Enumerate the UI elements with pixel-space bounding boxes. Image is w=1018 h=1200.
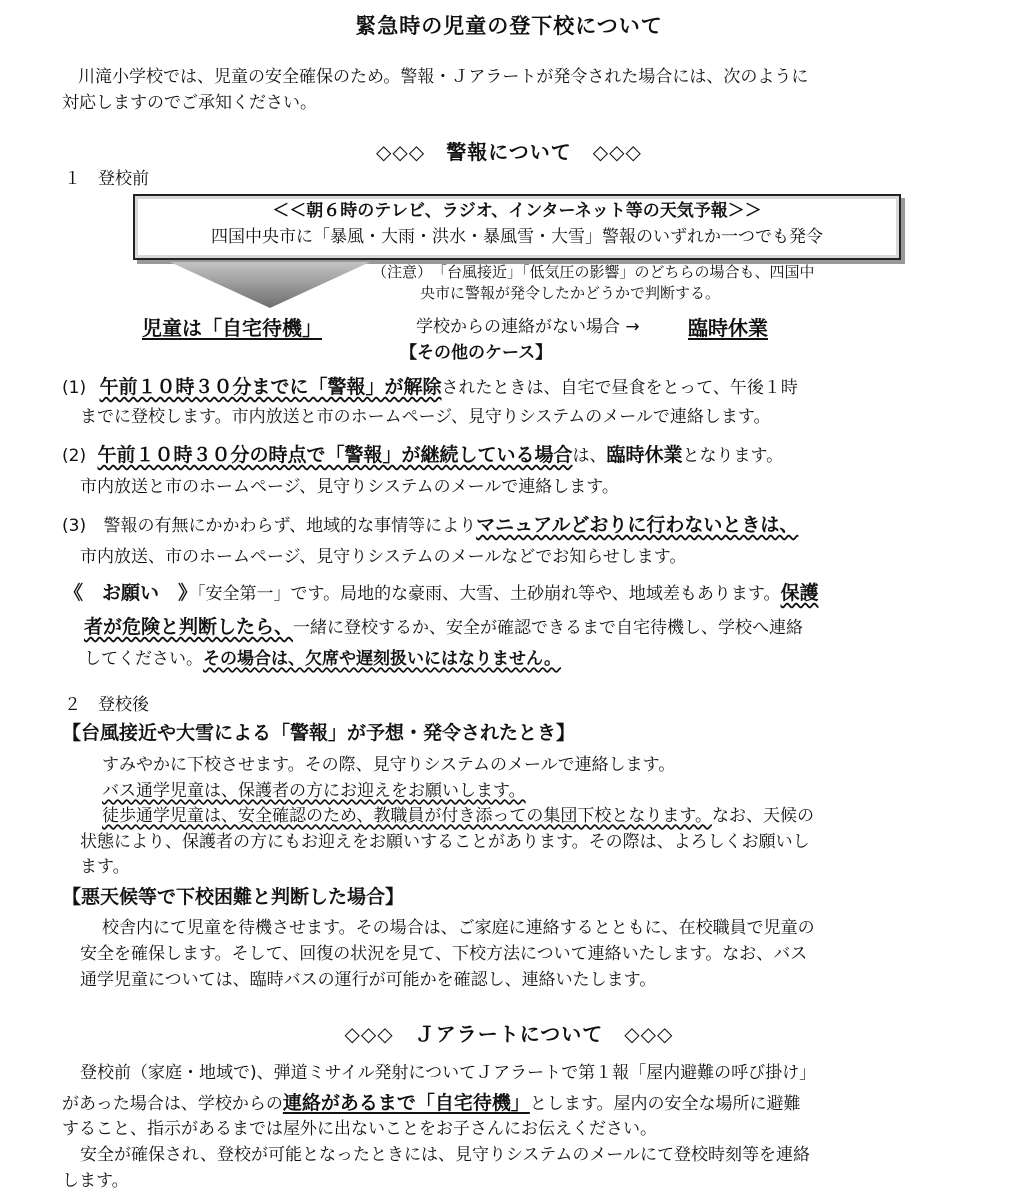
bad-weather-line-3: 通学児童については、臨時バスの運行が可能かを確認し、連絡いたします。 xyxy=(80,970,657,990)
forecast-box xyxy=(133,194,901,260)
case-2-bold-2: 臨時休業 xyxy=(606,444,683,466)
down-arrow-icon xyxy=(170,262,370,310)
case-3-bold: マニュアルどおりに行わないときは、 xyxy=(476,514,799,536)
case-3-text: 警報の有無にかかわらず、地域的な事情等により xyxy=(103,516,477,536)
case-2-bold: 午前１０時３０分の時点で「警報」が継続している場合 xyxy=(97,444,573,466)
request-line-2 xyxy=(84,614,803,641)
request-bold-1: 保護 xyxy=(780,582,819,604)
request-bold-2: 者が危険と判断したら、 xyxy=(84,616,294,638)
item-1-label: １ 登校前 xyxy=(64,169,149,189)
case-3-number: (3) xyxy=(62,516,87,536)
request-text-1: 「安全第一」です。局地的な豪雨、大雪、土砂崩れ等や、地域差もあります。 xyxy=(197,584,781,604)
result-no-contact: 学校からの連絡がない場合 → xyxy=(416,317,640,337)
forecast-box-line-2: 四国中央市に「暴風・大雨・洪水・暴風雪・大雪」警報のいずれか一つでも発令 xyxy=(211,226,823,247)
typhoon-line-5: ます。 xyxy=(80,857,130,877)
case-2-number: (2) xyxy=(62,446,87,466)
request-text-3: してください。 xyxy=(84,649,203,669)
jalert-line-2c: とします。屋内の安全な場所に避難 xyxy=(529,1094,801,1114)
case-3-line-1 xyxy=(62,512,798,539)
jalert-line-5: します。 xyxy=(62,1171,129,1191)
typhoon-line-2: バス通学児童は、保護者の方にお迎えをお願いします。 xyxy=(102,781,526,801)
case-1-bold: 午前１０時３０分までに「警報」が解除 xyxy=(99,376,442,398)
typhoon-line-1: すみやかに下校させます。その際、見守りシステムのメールで連絡します。 xyxy=(102,755,676,775)
bad-weather-line-1: 校舎内にて児童を待機させます。その場合は、ご家庭に連絡するとともに、在校職員で児童の xyxy=(102,918,815,938)
case-1-number: (1) xyxy=(62,378,87,398)
request-text-2: 一緒に登校するか、安全が確認できるまで自宅待機し、学校へ連絡 xyxy=(293,618,804,638)
result-closure: 臨時休業 xyxy=(688,316,768,340)
request-line-3 xyxy=(84,648,561,672)
jalert-line-3: すること、指示があるまでは屋外に出ないことをお子さんにお伝えください。 xyxy=(62,1119,657,1139)
typhoon-line-3-underlined: 徒歩通学児童は、安全確認のため、教職員が付き添っての集団下校となります。 xyxy=(102,806,712,826)
case-1-rest: されたときは、自宅で昼食をとって、午後１時 xyxy=(441,378,798,398)
section-title-warning: ◇◇◇ 警報について ◇◇◇ xyxy=(376,140,642,164)
case-1-line-1 xyxy=(62,374,798,401)
jalert-line-2 xyxy=(62,1090,801,1117)
typhoon-line-3 xyxy=(102,805,814,829)
case-1-line-2: までに登校します。市内放送と市のホームページ、見守りシステムのメールで連絡します。 xyxy=(80,407,771,427)
note-line-1: （注意） 「台風接近」「低気圧の影響」のどちらの場合も、四国中 xyxy=(372,263,815,281)
case-2-mid: は、 xyxy=(572,446,607,466)
bad-weather-heading: 【悪天候等で下校困難と判断した場合】 xyxy=(62,886,405,908)
intro-line-1: 川滝小学校では、児童の安全確保のため。警報・Ｊアラートが発令された場合には、次のように xyxy=(78,67,809,87)
request-line-1 xyxy=(64,580,818,607)
bad-weather-line-2: 安全を確保します。そして、回復の状況を見て、下校方法について連絡いたします。なお、バス xyxy=(80,944,808,964)
typhoon-heading: 【台風接近や大雪による「警報」が予想・発令されたとき】 xyxy=(62,722,576,744)
request-bold-3: その場合は、欠席や遅刻扱いにはなりません。 xyxy=(203,649,562,669)
case-2-line-1 xyxy=(62,442,783,469)
case-2-rest: となります。 xyxy=(682,446,784,466)
jalert-line-1: 登校前（家庭・地域で)、弾道ミサイル発射についてＪアラートで第１報「屋内避難の呼び掛け」 xyxy=(80,1063,817,1083)
jalert-line-2-bold: 連絡があるまで「自宅待機」 xyxy=(282,1092,530,1114)
result-home-standby: 児童は「自宅待機」 xyxy=(142,316,322,340)
request-label: 《 お願い 》 xyxy=(64,582,198,604)
case-2-line-2: 市内放送と市のホームページ、見守りシステムのメールで連絡します。 xyxy=(80,477,619,497)
case-3-line-2: 市内放送、市のホームページ、見守りシステムのメールなどでお知らせします。 xyxy=(80,547,687,567)
note-line-2: 央市に警報が発令したかどうかで判断する。 xyxy=(420,284,721,302)
other-cases-heading: 【その他のケース】 xyxy=(400,343,553,363)
forecast-box-line-1: ＜＜朝６時のテレビ、ラジオ、インターネット等の天気予報＞＞ xyxy=(272,201,762,221)
item-2-label: ２ 登校後 xyxy=(64,695,149,715)
page-title: 緊急時の児童の登下校について xyxy=(355,14,663,38)
typhoon-line-4: 状態により、保護者の方にもお迎えをお願いすることがあります。その際は、よろしくお願いし xyxy=(80,832,810,852)
section-title-jalert: ◇◇◇ Ｊアラートについて ◇◇◇ xyxy=(344,1022,674,1046)
jalert-line-2a: があった場合は、学校からの xyxy=(62,1094,283,1114)
typhoon-line-3-rest: なお、天候の xyxy=(711,806,814,826)
jalert-line-4: 安全が確保され、登校が可能となったときには、見守りシステムのメールにて登校時刻等を連絡 xyxy=(80,1145,810,1165)
intro-line-2: 対応しますのでご承知ください。 xyxy=(62,93,317,113)
